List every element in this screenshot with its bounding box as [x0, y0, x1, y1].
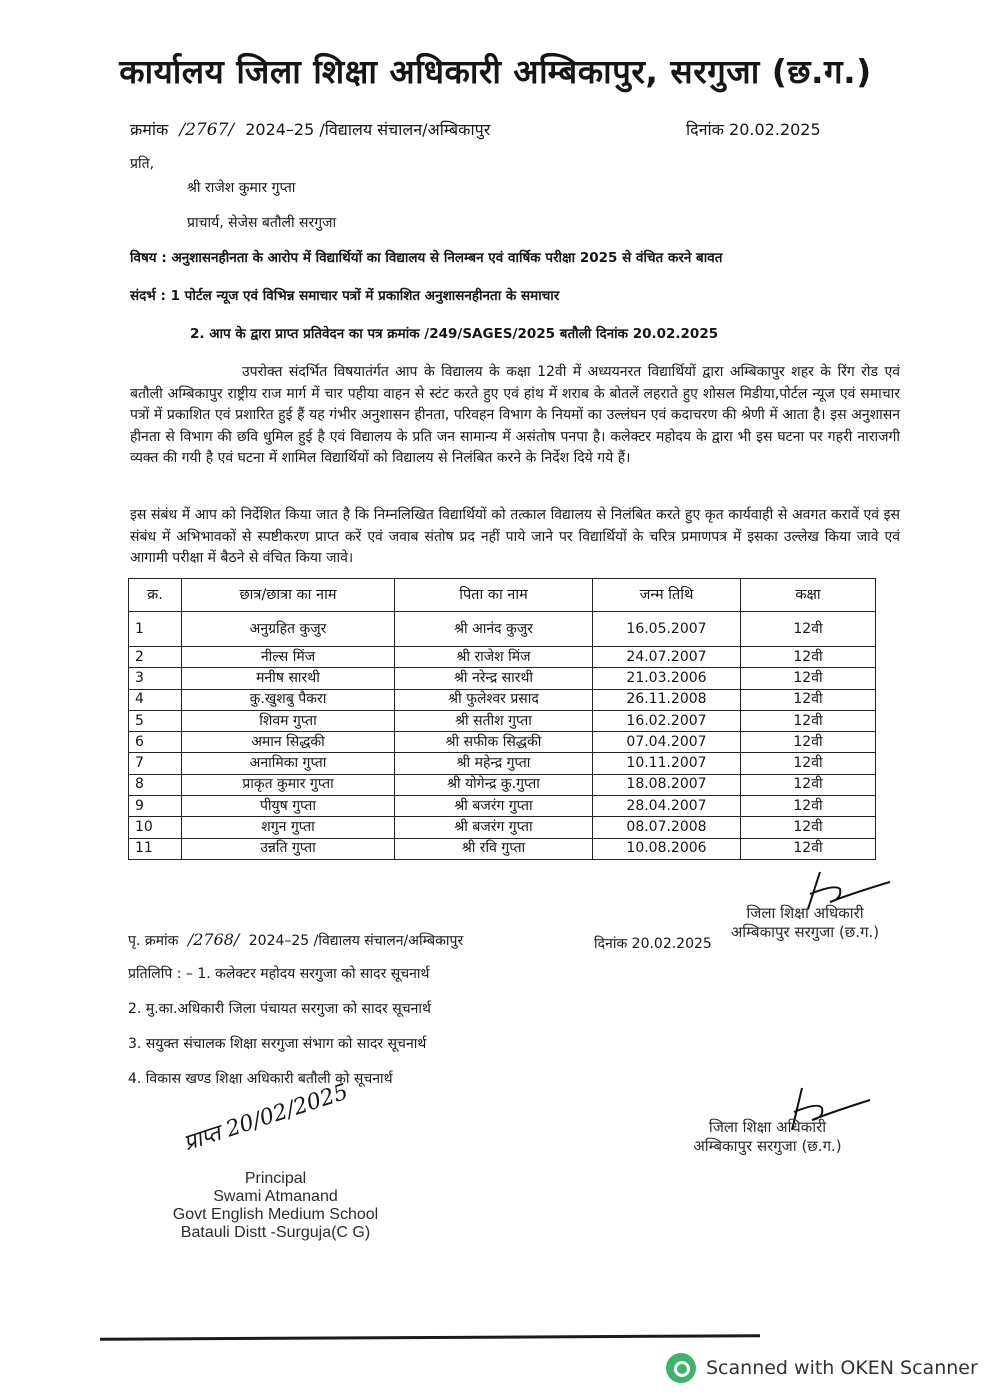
- table-row: 6 अमान सिद्धकी श्री सफीक सिद्धकी 07.04.2007 12वी: [129, 732, 876, 753]
- subject-label: विषय :: [130, 250, 167, 266]
- recipient-name: श्री राजेश कुमार गुप्ता: [187, 180, 296, 196]
- subject-line: [130, 248, 722, 266]
- letter-date: [686, 118, 821, 140]
- date-label: दिनांक: [686, 120, 724, 139]
- table-row: 2 नील्स मिंज श्री राजेश मिंज 24.07.2007 12वी: [129, 647, 876, 668]
- subject-text: अनुशासनहीनता के आरोप में विद्यार्थियों का विद्यालय से निलम्बन एवं वार्षिक परीक्षा 2025 से वंचित करने बावत: [171, 250, 723, 266]
- header-father-name: पिता का नाम: [395, 579, 593, 612]
- table-row: 5 शिवम गुप्ता श्री सतीश गुप्ता 16.02.2007 12वी: [129, 710, 876, 731]
- ref-label: क्रमांक: [130, 120, 169, 139]
- copy-reference-line: पृ. क्रमांक /2768/ 2024–25 /विद्यालय संचालन/अम्बिकापुर: [128, 930, 464, 949]
- copy-ref-handwritten-number: /2768/: [187, 930, 240, 949]
- recipient-designation: प्राचार्य, सेजेस बतौली सरगुजा: [187, 215, 337, 231]
- office-title: कार्यालय जिला शिक्षा अधिकारी अम्बिकापुर, सरगुजा (छ.ग.): [119, 52, 872, 91]
- header-serial: क्र.: [129, 579, 182, 612]
- scanner-watermark: Scanned with OKEN Scanner: [666, 1353, 978, 1383]
- principal-stamp: Principal Swami Atmanand Govt English Medium School Batauli Distt -Surguja(C G): [172, 1170, 379, 1241]
- copy-item-1: प्रतिलिपि : – 1. कलेक्टर महोदय सरगुजा को सादर सूचनार्थ: [128, 966, 430, 982]
- table-row: 1 अनुग्रहित कुजुर श्री आनंद कुजुर 16.05.2007 12वी: [129, 612, 876, 647]
- page-bottom-divider: [100, 1334, 760, 1340]
- oken-logo-icon: [666, 1353, 696, 1383]
- table-row: 11 उन्नति गुप्ता श्री रवि गुप्ता 10.08.2006 12वी: [129, 838, 876, 859]
- table-row: 9 पीयुष गुप्ता श्री बजरंग गुप्ता 28.04.2007 12वी: [129, 796, 876, 817]
- reference-label: संदर्भ :: [130, 288, 166, 304]
- table-row: 7 अनामिका गुप्ता श्री महेन्द्र गुप्ता 10.11.2007 12वी: [129, 753, 876, 774]
- table-row: 10 शगुन गुप्ता श्री बजरंग गुप्ता 08.07.2008 12वी: [129, 817, 876, 838]
- copy-date: दिनांक 20.02.2025: [594, 936, 712, 952]
- body-paragraph-2: इस संबंध में आप को निर्देशित किया जात है कि निम्नलिखित विद्यार्थियों को तत्काल विद्यालय से निलंबित करते हुए कृत कार्यवाही से अवगत करावें एवं इस संबंध में अभिभावकों से स्पष्टीकरण प्राप्त करें एवं जवाब संतोष प्रद नहीं पाये जाने पर विद्यार्थियों के चरित्र प्रमाणपत्र में इसका उल्लेख किया जावे एवं आगामी परीक्षा में बैठने से वंचित किया जावे।: [130, 507, 900, 566]
- copy-item-4: 4. विकास खण्ड शिक्षा अधिकारी बतौली को सूचनार्थ: [128, 1071, 393, 1087]
- header-dob: जन्म तिथि: [593, 579, 741, 612]
- students-table: [128, 578, 876, 860]
- date-value: 20.02.2025: [729, 120, 821, 139]
- table-header-row: [129, 579, 876, 612]
- reference-number-line: [130, 118, 490, 140]
- table-row: 8 प्राकृत कुमार गुप्ता श्री योगेन्द्र कु.गुप्ता 18.08.2007 12वी: [129, 774, 876, 795]
- ref-handwritten-number: /2767/: [179, 120, 235, 140]
- table-row: 3 मनीष सारथी श्री नरेन्द्र सारथी 21.03.2006 12वी: [129, 668, 876, 689]
- received-handwritten-note: प्राप्त 20/02/2025: [180, 1079, 352, 1157]
- copy-item-2: 2. मु.का.अधिकारी जिला पंचायत सरगुजा को सादर सूचनार्थ: [128, 1001, 431, 1017]
- table-row: 4 कु.खुशबु पैकरा श्री फुलेश्वर प्रसाद 26.11.2008 12वी: [129, 689, 876, 710]
- officer-stamp-1: जिला शिक्षा अधिकारी अम्बिकापुर सरगुजा (छ.ग.): [730, 904, 880, 941]
- to-label: प्रति,: [130, 156, 155, 172]
- copies-label: प्रतिलिपि : –: [128, 966, 193, 982]
- reference-item-1: संदर्भ : 1 पोर्टल न्यूज एवं विभिन्न समाचार पत्रों में प्रकाशित अनुशासनहीनता के समाचार: [130, 288, 560, 304]
- header-class: कक्षा: [741, 579, 876, 612]
- body-paragraph-1: उपरोक्त संदर्भित विषयातंर्गत आप के विद्यालय के कक्षा 12वी में अध्ययनरत विद्यार्थियों द्वारा अम्बिकापुर शहर के रिंग रोड एवं बतौली अम्बिकापुर राष्ट्रीय राज मार्ग में चार पहीया वाहन से स्टंट करते हुए एवं हांथ में शराब के बोतलें लहराते हुए शोसल मिडीया,पोर्टल न्यूज एवं समाचार पत्रों में प्रकाशित एवं प्रशारित हुई हैं यह गंभीर अनुशासन हीनता, परिवहन विभाग के नियमों का उल्लंघन एवं कदाचरण की श्रेणी में आता है। इस अनुशासन हीनता से विभाग की छवि धुमिल हुई है एवं विद्यालय के प्रति जन सामान्य में असंतोष पनपा है। कलेक्टर महोदय के द्वारा भी इस घटना पर गहरी नाराजगी व्यक्त की गयी है एवं घटना में शामिल विद्यार्थियों को विद्यालय से निलंबित करने के निर्देश दिये गये हैं।: [130, 364, 900, 466]
- officer-stamp-2: जिला शिक्षा अधिकारी अम्बिकापुर सरगुजा (छ.ग.): [693, 1118, 842, 1155]
- copy-item-3: 3. सयुक्त संचालक शिक्षा सरगुजा संभाग को सादर सूचनार्थ: [128, 1036, 427, 1052]
- ref-rest: 2024–25 /विद्यालय संचालन/अम्बिकापुर: [245, 120, 491, 139]
- header-student-name: छात्र/छात्रा का नाम: [182, 579, 395, 612]
- reference-item-2: 2. आप के द्वारा प्राप्त प्रतिवेदन का पत्र क्रमांक /249/SAGES/2025 बतौली दिनांक 20.02.2025: [190, 326, 719, 342]
